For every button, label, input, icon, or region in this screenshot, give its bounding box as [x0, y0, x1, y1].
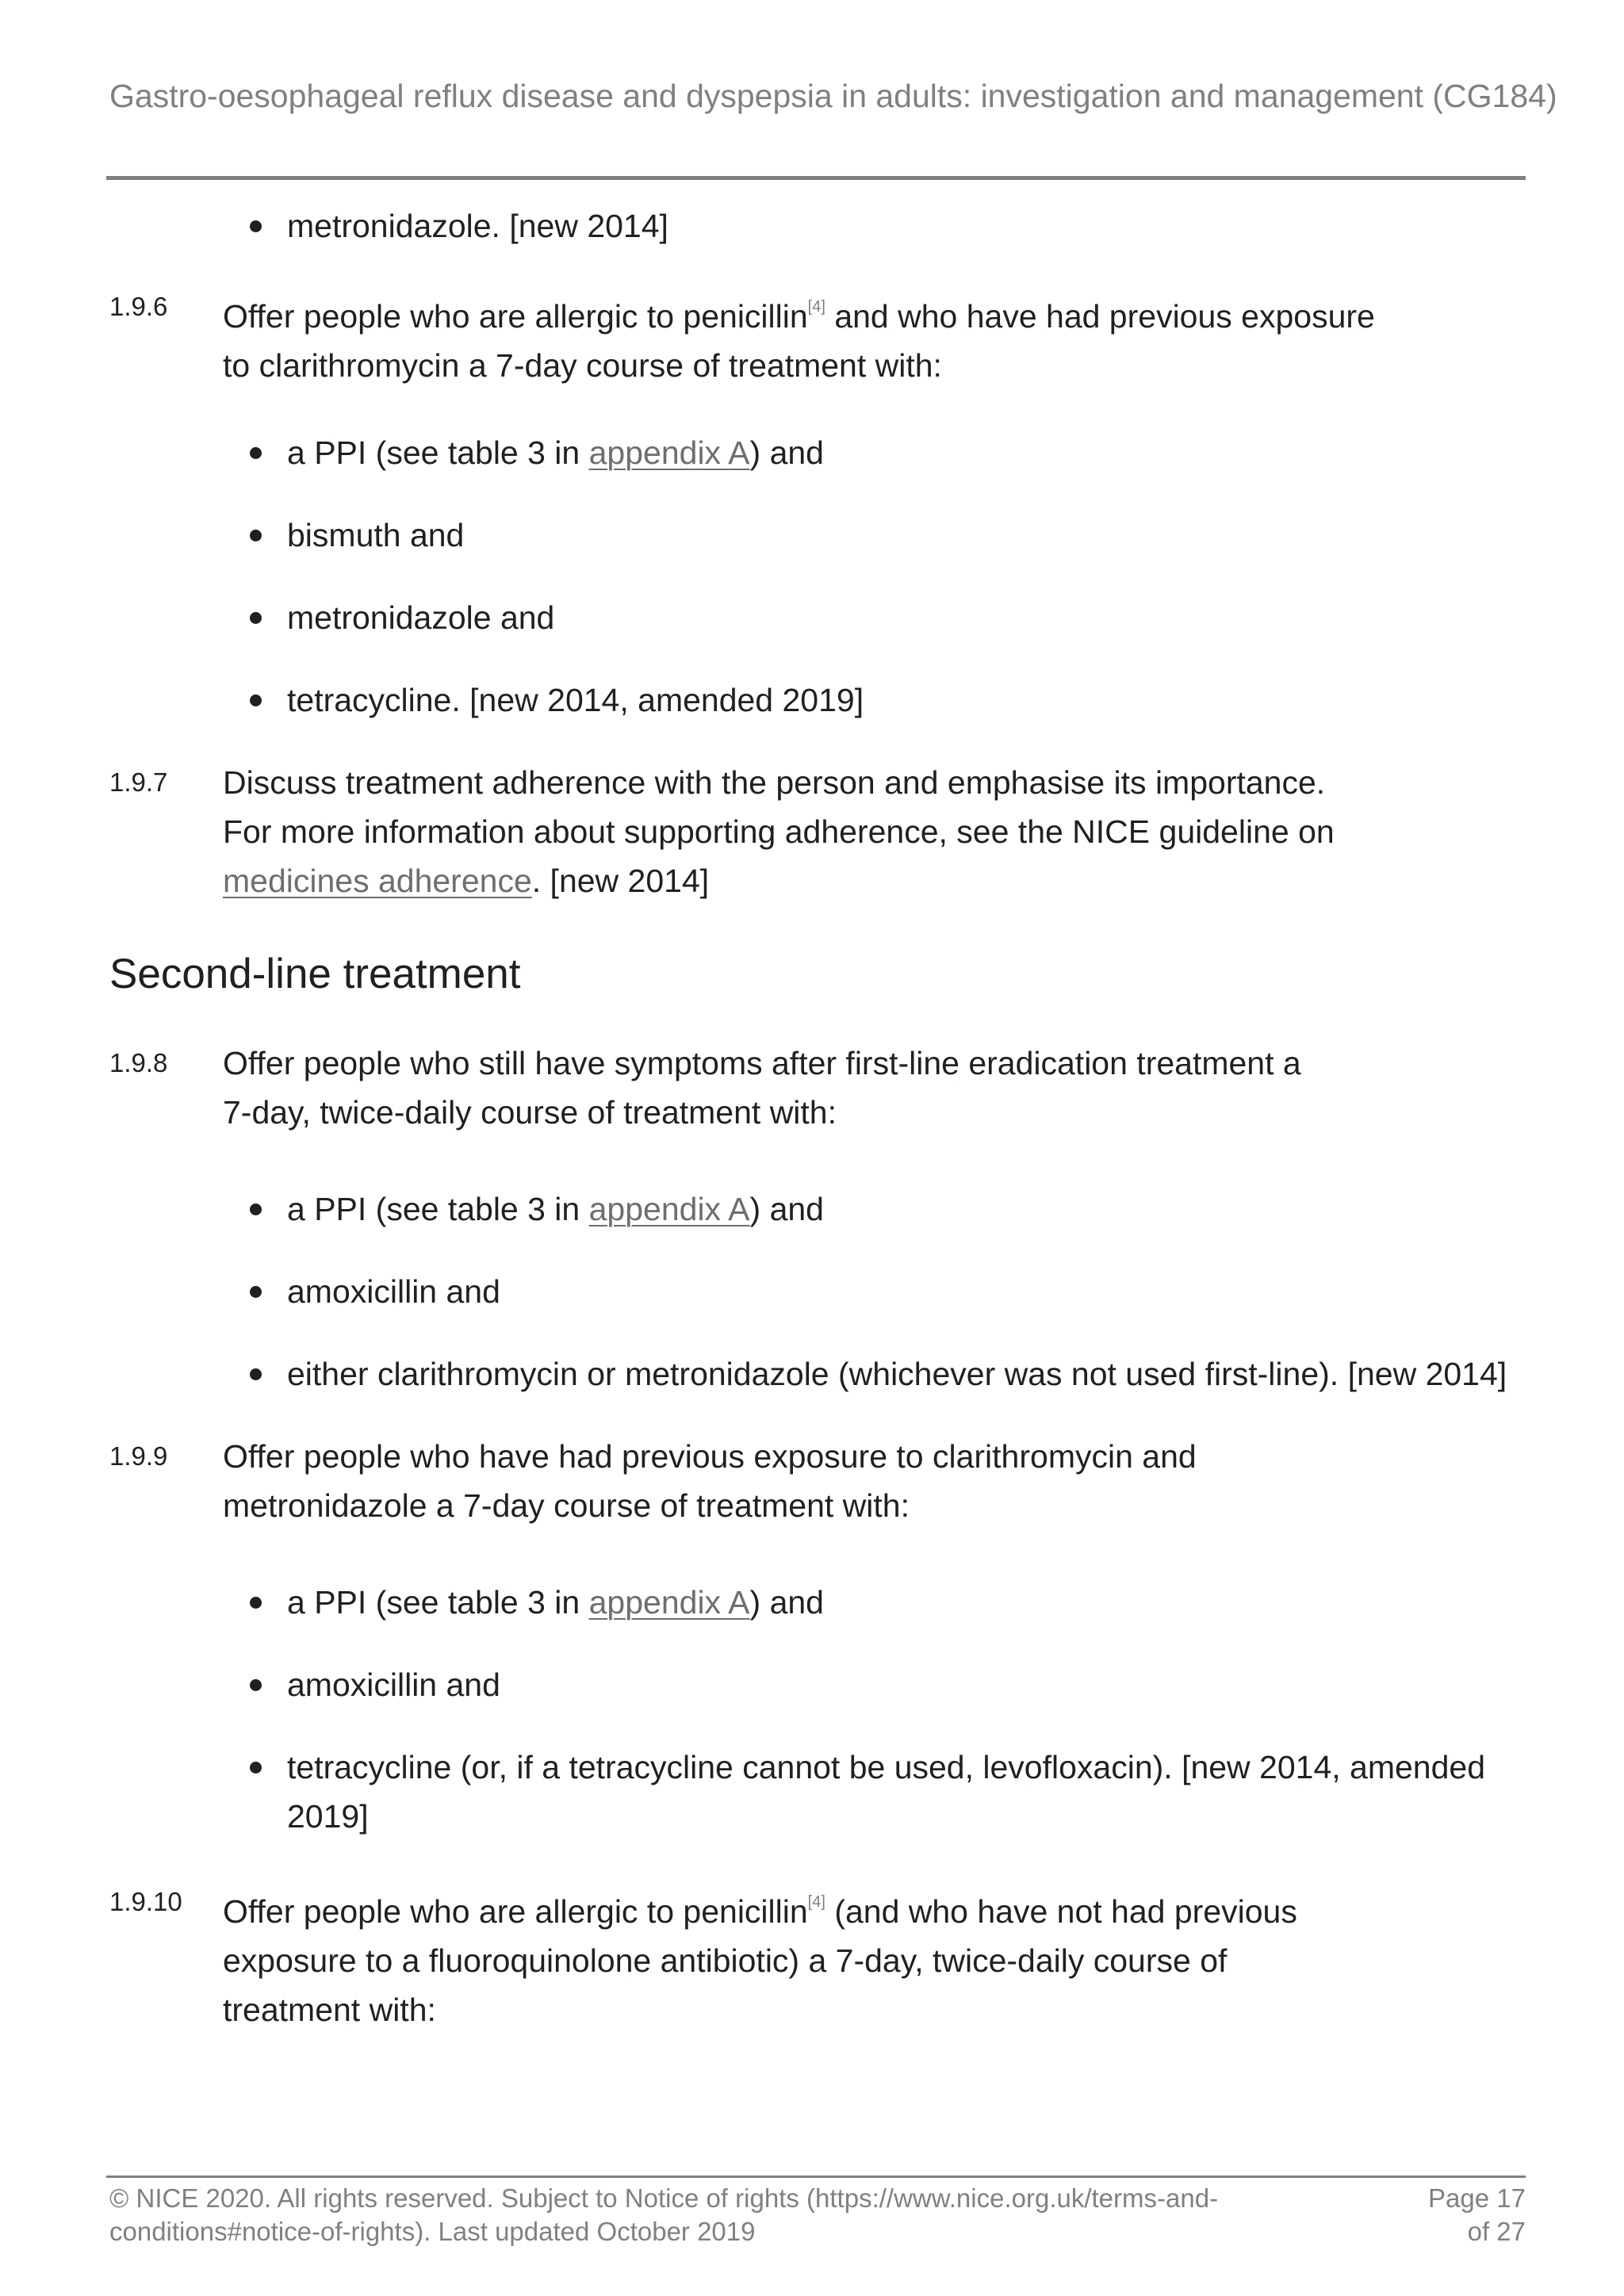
- recommendation-text: Offer people who have had previous exposure to clarithromycin and metronidazole a 7-day course of treatment with:: [223, 1438, 1197, 1524]
- footnote-link[interactable]: [4]: [807, 298, 825, 316]
- recommendation-tag: [new 2014, amended 2019]: [469, 682, 864, 718]
- copyright-notice: © NICE 2020. All rights reserved. Subject to Notice of rights (https://www.nice.org.uk/terms-and- conditions#notice-of-rights). Last updated October 2019: [109, 2183, 1219, 2246]
- recommendation-tag: 2019]: [287, 1798, 369, 1835]
- list-item: a PPI (see table 3 in appendix A) and: [287, 434, 824, 471]
- list-item: bismuth and: [287, 517, 465, 553]
- section-heading: Second-line treatment: [109, 951, 521, 997]
- recommendation-text: Offer people who are allergic to penicillin[4] (and who have not had previous exposure to a fluoroquinolone antibiotic) a 7-day, twice-daily course of treatment with:: [223, 1893, 1297, 2028]
- bullet-icon: [250, 695, 262, 706]
- footnote-link[interactable]: [4]: [807, 1893, 825, 1911]
- appendix-a-link[interactable]: appendix A: [588, 1191, 750, 1227]
- bullet-icon: [250, 1679, 262, 1691]
- recommendation-text: Offer people who are allergic to penicillin[4] and who have had previous exposure to clarithromycin a 7-day course of treatment with:: [223, 298, 1375, 384]
- bullet-icon: [250, 447, 262, 459]
- recommendation-number: 1.9.10: [109, 1887, 182, 1916]
- bullet-icon: [250, 1203, 262, 1215]
- list-item: a PPI (see table 3 in appendix A) and: [287, 1584, 824, 1621]
- recommendation-tag: [new 2014]: [509, 208, 668, 244]
- bullet-icon: [250, 220, 262, 232]
- document-header-title: Gastro-oesophageal reflux disease and dyspepsia in adults: investigation and management (CG184): [109, 78, 1557, 114]
- list-item: either clarithromycin or metronidazole (whichever was not used first-line). [new 2014]: [287, 1356, 1507, 1392]
- list-item: tetracycline (or, if a tetracycline cannot be used, levofloxacin). [new 2014, amended 2019]: [287, 1749, 1486, 1835]
- recommendation-number: 1.9.8: [109, 1048, 168, 1077]
- header-divider: [106, 176, 1526, 180]
- recommendation-number: 1.9.9: [109, 1441, 168, 1471]
- list-item: amoxicillin and: [287, 1273, 500, 1310]
- page-number: Page 17 of 27: [1428, 2183, 1526, 2246]
- recommendation-number: 1.9.6: [109, 292, 168, 321]
- recommendation-text: Offer people who still have symptoms after first-line eradication treatment a 7-day, twice-daily course of treatment with:: [223, 1045, 1301, 1131]
- footer-divider: [106, 2175, 1526, 2178]
- bullet-icon: [250, 612, 262, 624]
- recommendation-text: Discuss treatment adherence with the person and emphasise its importance. For more information about supporting adherence, see the NICE guideline on medicines adherence. [new 2014]: [223, 764, 1335, 899]
- bullet-icon: [250, 1286, 262, 1298]
- recommendation-tag: [new 2014]: [550, 863, 710, 899]
- list-item: a PPI (see table 3 in appendix A) and: [287, 1191, 824, 1227]
- bullet-icon: [250, 530, 262, 541]
- bullet-icon: [250, 1762, 262, 1774]
- bullet-icon: [250, 1368, 262, 1380]
- recommendation-number: 1.9.7: [109, 767, 168, 797]
- recommendation-tag: [new 2014, amended: [1182, 1749, 1486, 1785]
- medicines-adherence-link[interactable]: medicines adherence: [223, 863, 532, 899]
- appendix-a-link[interactable]: appendix A: [588, 1584, 750, 1621]
- bullet-icon: [250, 1597, 262, 1609]
- appendix-a-link[interactable]: appendix A: [588, 434, 750, 471]
- list-item: tetracycline. [new 2014, amended 2019]: [287, 682, 864, 718]
- recommendation-tag: [new 2014]: [1347, 1356, 1507, 1392]
- list-item: amoxicillin and: [287, 1667, 500, 1703]
- list-item: metronidazole and: [287, 599, 555, 636]
